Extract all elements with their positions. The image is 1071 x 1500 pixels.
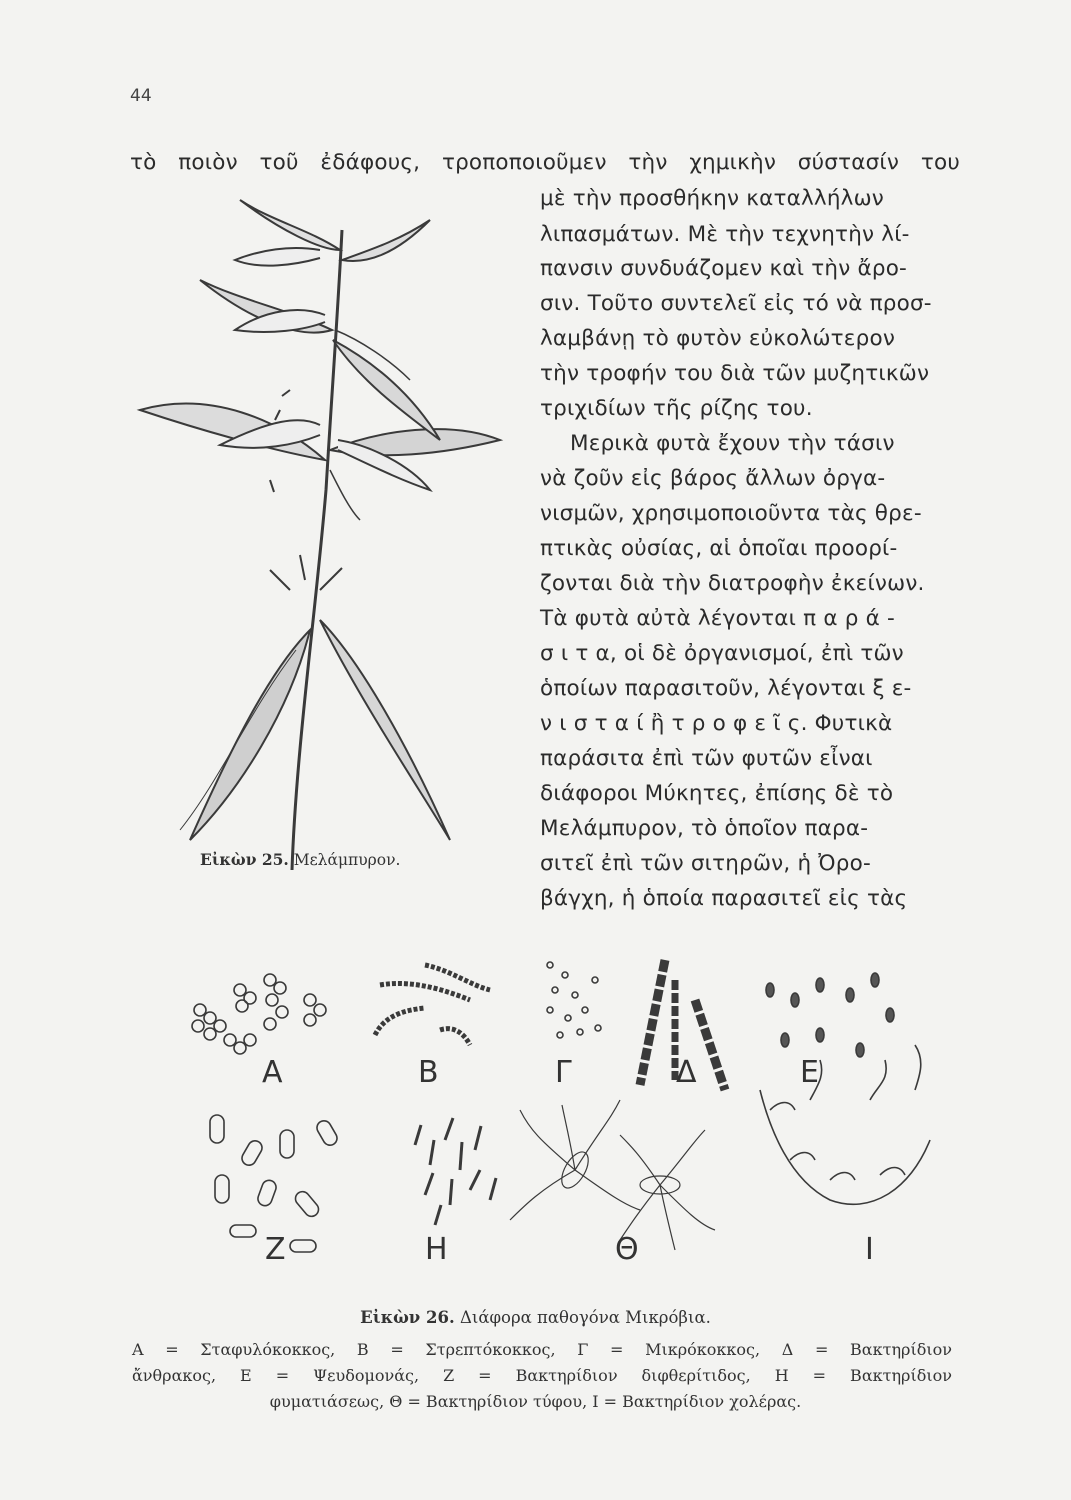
page-number: 44 (130, 86, 152, 106)
figure-25-name: Μελάμπυρον. (293, 851, 401, 869)
body-line: ζονται διὰ τὴν διατροφὴν ἐκείνων. (540, 571, 925, 596)
body-line: λιπασμάτων. Μὲ τὴν τεχνητὴν λί- (540, 222, 910, 247)
staphylococcus-drawing (192, 974, 326, 1054)
body-line: σιτεῖ ἐπὶ τῶν σιτηρῶν, ἡ Ὀρο- (540, 851, 871, 876)
body-line: σιν. Τοῦτο συντελεῖ εἰς τό νὰ προσ- (540, 291, 932, 316)
cholera-vibrio-drawing (760, 1045, 930, 1204)
figure-26-legend-line: A = Σταφυλόκοκκος, B = Στρεπτόκοκκος, Γ = Μικρόκοκκος, Δ = Βακτηρίδιον (132, 1340, 952, 1359)
body-line: πτικὰς οὐσίας, αἱ ὁποῖαι προορί- (540, 536, 898, 561)
body-line: νὰ ζοῦν εἰς βάρος ἄλλων ὀργα- (540, 466, 886, 491)
body-line: τὴν τροφήν του διὰ τῶν μυζητικῶν (540, 361, 930, 386)
body-line: παράσιτα ἐπὶ τῶν φυτῶν εἶναι (540, 746, 873, 771)
body-line: ὁποίων παρασιτοῦν, λέγονται ξ ε- (540, 676, 912, 701)
figure-25-plant-illustration (120, 190, 520, 870)
figure-26-label: Εἰκὼν 26. (360, 1308, 455, 1327)
body-line: βάγχη, ἡ ὁποία παρασιτεῖ εἰς τὰς (540, 886, 908, 911)
body-line: τριχιδίων τῆς ρίζης του. (540, 396, 813, 421)
body-line: Τὰ φυτὰ αὐτὰ λέγονται π α ρ ά - (540, 606, 895, 631)
body-line: διάφοροι Μύκητες, ἐπίσης δὲ τὸ (540, 781, 894, 806)
figure-letter-e: E (800, 1055, 819, 1090)
body-line: πανσιν συνδυάζομεν καὶ τὴν ἄρο- (540, 256, 908, 281)
figure-26-legend-line: ἄνθρακος, E = Ψευδομονάς, Z = Βακτηρίδιον διφθερίτιδος, H = Βακτηρίδιον (132, 1366, 952, 1385)
figure-26-microbes-illustration (170, 940, 940, 1270)
body-line: λαμβάνῃ τὸ φυτὸν εὐκολώτερον (540, 326, 896, 351)
figure-letter-delta: Δ (676, 1055, 697, 1090)
figure-letter-z: Z (265, 1232, 286, 1267)
body-line: Μερικὰ φυτὰ ἔχουν τὴν τάσιν (570, 431, 895, 456)
body-line: μὲ τὴν προσθήκην καταλλήλων (540, 186, 885, 211)
figure-letter-a: A (262, 1055, 283, 1090)
figure-letter-theta: Θ (615, 1232, 639, 1267)
micrococcus-drawing (547, 962, 601, 1038)
figure-letter-i: I (865, 1232, 874, 1267)
typhoid-bacillus-drawing (510, 1100, 715, 1250)
figure-25-caption (200, 850, 400, 869)
body-line: Μελάμπυρον, τὸ ὁποῖον παρα- (540, 816, 869, 841)
figure-26-title: Διάφορα παθογόνα Μικρόβια. (459, 1308, 711, 1327)
body-line: σ ι τ α, οἱ δὲ ὀργανισμοί, ἐπὶ τῶν (540, 641, 904, 666)
figure-letter-h: H (425, 1232, 448, 1267)
body-line: τὸ ποιὸν τοῦ ἐδάφους, τροποποιοῦμεν τὴν χημικὴν σύστασίν του (130, 150, 960, 175)
figure-26-legend-line: φυματιάσεως, Θ = Βακτηρίδιον τύφου, I = Βακτηρίδιον χολέρας. (269, 1392, 802, 1411)
streptococcus-drawing (375, 965, 490, 1045)
body-line: ν ι σ τ α ί ἢ τ ρ ο φ ε ῖ ς. Φυτικὰ (540, 711, 893, 736)
figure-26-caption (0, 1308, 1071, 1327)
body-line: νισμῶν, χρησιμοποιοῦντα τὰς θρε- (540, 501, 922, 526)
figure-letter-gamma: Γ (555, 1055, 572, 1090)
pseudomonas-drawing (766, 973, 894, 1057)
figure-letter-b: B (418, 1055, 439, 1090)
figure-25-label: Εἰκὼν 25. (200, 850, 289, 869)
tuberculosis-bacillus-drawing (415, 1118, 496, 1225)
